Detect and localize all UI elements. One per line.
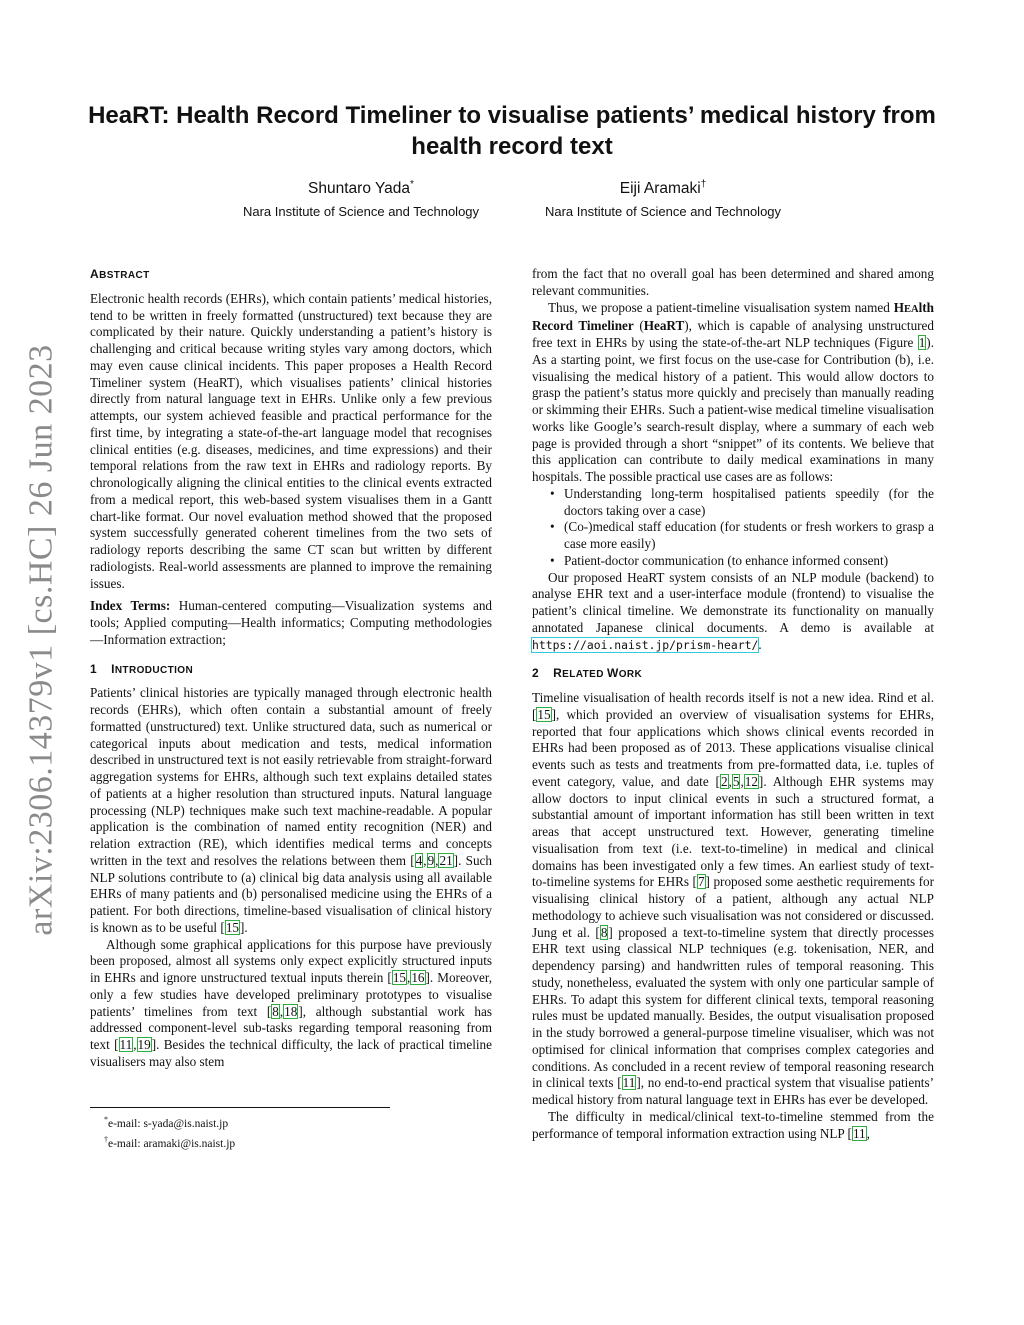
citation-link[interactable]: 11 — [622, 1075, 636, 1091]
demo-url-link[interactable]: https://aoi.naist.jp/prism-heart/ — [532, 637, 759, 652]
heart-system-name: HEAlth Record Timeliner — [532, 299, 934, 334]
related-work-heading: 2 RELATED WORK — [532, 666, 643, 681]
list-item: • Understanding long-term hospitalised patients speedily (for the doctors taking over a case) — [548, 486, 934, 520]
citation-link[interactable]: 15 — [537, 706, 551, 722]
footnote-email-1: *e-mail: s-yada@is.naist.jp — [104, 1115, 229, 1130]
list-item: • Patient-doctor communication (to enhance informed consent) — [548, 553, 934, 570]
left-column — [90, 266, 492, 1071]
related-paragraph-2: The difficulty in medical/clinical text-to-timeline stemmed from the performance of temporal information extraction using NLP [11, — [532, 1108, 934, 1141]
citation-link[interactable]: 21 — [439, 852, 453, 868]
right-column — [532, 266, 934, 1142]
intro-paragraph-1: Patients’ clinical histories are typically managed through electronic health records (EHRs), which often contain a substantial amount of freely formatted (unstructured) text. Unlike structured data, such as numerical or categorical inputs about medication and tests, medical information described in unstructured text is not easily retrievable from straight-forward aggregation systems for EHRs, although such text explains detailed states of patients at a higher resolution than structured inputs. Natural language processing (NLP) techniques make such text machine-readable. A popular application is the combination of named entity recognition (NER) and relation extraction (RE), which identifies medical terms and concepts written in the text and resolves the relations between them [4,9,21]. Such NLP solutions contribute to (a) clinical big data analysis using all available EHRs of many patients and (b) personalised medicine using the EHRs of a patient. For both directions, timeline-based visualisation of clinical history is known as to be useful [15]. — [90, 685, 493, 935]
index-terms: Index Terms: Human-centered computing—Visualization systems and tools; Applied computing—Health informatics; Computing methodologies—Information extraction; — [90, 598, 493, 647]
citation-link[interactable]: 8 — [272, 1003, 279, 1019]
author-name-2: Eiji Aramaki† — [619, 179, 707, 198]
footnote-email-2: †e-mail: aramaki@is.naist.jp — [104, 1134, 236, 1150]
citation-link[interactable]: 11 — [852, 1125, 866, 1141]
author-name-1: Shuntaro Yada* — [308, 179, 414, 198]
intro-paragraph-3: Thus, we propose a patient-timeline visualisation system named HEAlth Record Timeliner (HeaRT), which is capable of analysing unstructured free text in EHRs by using the state-of-the-art NLP techniques (Figure 1). As a starting point, we first focus on the use-case for Contribution (b), i.e. visualising the medical history of a patient. This would allow doctors to grasp the patient’s status more quickly and precisely than manually reading or skimming their EHRs. Such a patient-wise medical timeline visualisation works like Google’s search-result display, where a summary of each web page is provided through a short “snippet” of its contents. We believe that this application can contribute to daily medical examinations in many hospitals. The possible practical use cases are as follows: — [532, 299, 935, 484]
footnote-rule — [90, 1107, 390, 1108]
paper-title: HeaRT: Health Record Timeliner to visualise patients’ medical history from health record text — [88, 102, 936, 160]
intro-paragraph-4: Our proposed HeaRT system consists of an NLP module (backend) to analyse EHR text and a user-interface module (frontend) to visualise the patient’s clinical timeline. We demonstrate its functionality on manually annotated Japanese clinical documents. A demo is available at https://aoi.naist.jp/prism-heart/. — [532, 569, 934, 652]
citation-link[interactable]: 12 — [744, 773, 758, 789]
author-affiliation-1: Nara Institute of Science and Technology — [242, 204, 480, 220]
arxiv-stamp-text: arXiv:2306.14379v1 [cs.HC] 26 Jun 2023 — [23, 344, 61, 936]
citation-link[interactable]: 11 — [119, 1037, 133, 1052]
citation-link[interactable]: 16 — [411, 970, 425, 985]
citation-link[interactable]: 8 — [600, 924, 608, 940]
citation-link[interactable]: 7 — [697, 874, 705, 890]
abstract-text: Electronic health records (EHRs), which contain patients’ medical histories, tend to be written in freely formatted (unstructured) text because they are complicated by their nature. Quickly understanding a patient’s history is challenging and critical because writing styles vary among doctors, which may even cause clinical incidents. This paper proposes a Health Record Timeliner system (HeaRT), which visualises patients’ clinical histories directly from natural language text in EHRs. Unlike only a few previous attempts, our system achieved feasible and practical performance for the first time, by integrating a state-of-the-art language model that recognises clinical entities (e.g. diseases, medicines, and time expressions) and their temporal relations from the raw text in EHRs and radiology reports. By chronologically aligning the clinical entities to the clinical events extracted from a medical report, this web-based system visualises them in a Gantt chart-like format. Our novel evaluation method showed that the proposed system successfully generated coherent timelines from the two sets of radiology reports describing the same CT scan but written by different radiologists. Real-world assessments are planned to improve the remaining issues. — [90, 290, 492, 591]
related-paragraph-1: Timeline visualisation of health records itself is not a new idea. Rind et al. [15], which provided an overview of visualisation systems for EHRs, reported that four applications which shows clinical events recorded in EHRs had been proposed as of 2013. These applications visualise clinical events such as tests and treatments from pre-formatted data, i.e. tuples of event category, value, and date [2,5,12]. Although EHR systems may allow doctors to input clinical events in such a structured format, a substantial amount of important information has still been written in text areas that accept unstructured text. However, generating timeline visualisation from text (i.e. text-to-timeline) in medical and clinical domains has been investigated only a few times. An earliest study of text-to-timeline systems for EHRs [7] proposed some aesthetic requirements for visualising clinical history of a patient, although any actual NLP methodology to achieve such visualisation was not considered or discussed. Jung et al. [8] proposed a text-to-timeline system that directly processes EHR text using classical NLP techniques (e.g. tokenisation, NER, and dependency parsing) and handwritten rules of temporal reasoning. This study, nonetheless, evaluated the system with only one particular sample of EHRs. To adapt this system for different clinical texts, temporal reasoning rules must be updated manually. Besides, the output visualisation proposed in the study borrowed a general-purpose timeline visualiser, which was not optimised for clinical information that comprises complex categories and conditions. As concluded in a recent review of temporal reasoning research in clinical texts [11], no end-to-end practical system that visualise patients’ medical history from natural language text in EHRs has ever be developed. — [532, 690, 935, 1107]
citation-link[interactable]: 18 — [284, 1003, 298, 1019]
citation-link[interactable]: 5 — [732, 773, 740, 789]
figure-link[interactable]: 1 — [918, 335, 926, 350]
author-block-1 — [196, 175, 526, 221]
author-affiliation-2: Nara Institute of Science and Technology — [544, 204, 782, 220]
citation-link[interactable]: 9 — [427, 852, 435, 868]
intro-heading: 1 INTRODUCTION — [90, 661, 194, 676]
footnotes — [104, 1112, 404, 1152]
citation-link[interactable]: 2 — [720, 773, 728, 789]
arxiv-stamp — [18, 320, 66, 960]
intro-paragraph-2: Although some graphical applications for this purpose have previously been proposed, almost all systems only expect explicitly structured inputs in EHRs and ignore unstructured textual inputs therein [15,16]. Moreover, only a few studies have developed preliminary prototypes to visualise patients’ timelines from text [8,18], although substantial work has addressed component-level sub-tasks regarding temporal reasoning from text [11,19]. Besides the technical difficulty, the lack of practical timeline visualisers may also stem — [90, 936, 493, 1069]
citation-link[interactable]: 4 — [415, 852, 423, 868]
author-block-2 — [498, 175, 828, 221]
index-terms-label: Index Terms: — [90, 598, 171, 614]
abstract-heading: ABSTRACT — [90, 267, 150, 281]
citation-link[interactable]: 15 — [225, 919, 239, 935]
list-item: • (Co-)medical staff education (for students or fresh workers to grasp a case more easily) — [548, 519, 934, 553]
use-case-list — [532, 486, 934, 570]
intro-paragraph-2-continued: from the fact that no overall goal has been determined and shared among relevant communities. — [532, 266, 934, 298]
citation-link[interactable]: 15 — [392, 970, 407, 985]
citation-link[interactable]: 19 — [137, 1037, 151, 1052]
